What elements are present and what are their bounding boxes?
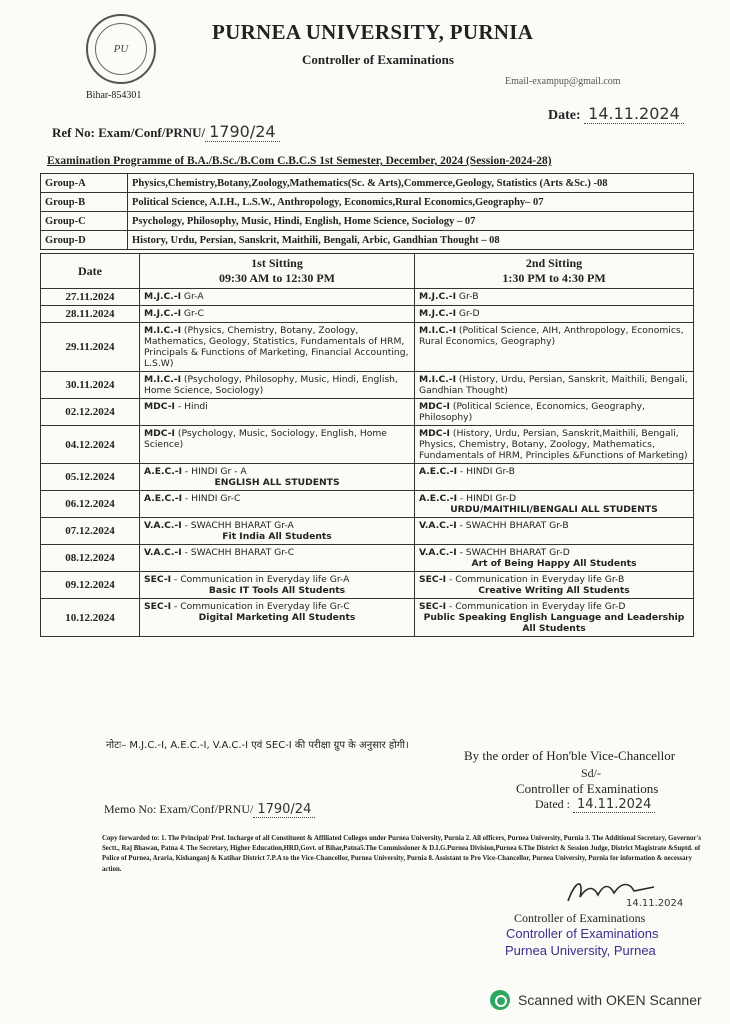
paper-subtitle: Digital Marketing All Students [198,612,356,623]
sitting2-cell [415,464,694,491]
sitting2-cell [415,323,694,372]
university-seal [86,14,156,84]
signature [564,875,684,909]
ref-value: 1790/24 [205,122,279,142]
paper-code: MDC-I [144,428,175,439]
paper-detail: - Communication in Everyday life Gr-A [171,574,350,585]
paper-detail: Gr-D [456,308,480,319]
paper-subtitle: URDU/MAITHILI/BENGALI ALL STUDENTS [450,504,658,515]
schedule-row [41,306,694,323]
exam-date: 02.12.2024 [41,399,140,426]
sitting1-cell [140,323,415,372]
group-row [41,174,694,193]
group-subjects: Political Science, A.I.H., L.S.W., Anthropology, Economics,Rural Economics,Geography– 07 [128,193,694,212]
paper-detail: - SWACHH BHARAT Gr-C [181,547,295,558]
date-label: Date: [548,108,581,123]
paper-code: M.I.C.-I [144,374,182,385]
exam-date: 06.12.2024 [41,491,140,518]
group-name: Group-C [41,212,128,231]
sitting2-cell [415,426,694,464]
sitting2-cell [415,372,694,399]
stamp-line-1: Controller of Examinations [506,926,659,941]
schedule-row [41,491,694,518]
group-row [41,193,694,212]
dated-value: 14.11.2024 [573,797,655,813]
schedule-row [41,599,694,637]
paper-code: M.I.C.-I [144,325,182,336]
group-name: Group-B [41,193,128,212]
exam-date: 07.12.2024 [41,518,140,545]
exam-date: 29.11.2024 [41,323,140,372]
controller-signatory: Controller of Examinations [514,911,646,925]
paper-detail: - SWACHH BHARAT Gr-B [456,520,569,531]
sitting2-cell [415,572,694,599]
schedule-table [40,253,694,637]
sitting1-cell [140,426,415,464]
sitting1-cell [140,306,415,323]
paper-code: V.A.C.-I [144,520,182,531]
letter-date [548,104,684,124]
groups-table [40,173,694,250]
sitting2-cell [415,289,694,306]
paper-subtitle: Art of Being Happy All Students [471,558,637,569]
exam-date: 05.12.2024 [41,464,140,491]
schedule-row [41,518,694,545]
sitting2-cell [415,545,694,572]
paper-code: MDC-I [144,401,175,412]
group-name: Group-D [41,231,128,250]
paper-detail: (Physics, Chemistry, Botany, Zoology, Mathematics, Geology, Statistics, Fundamentals of HRM, Principals & Functions of Marketing, Financial Accounting, L.S.W) [144,325,409,369]
sitting1-title: 1st Sitting [251,256,303,270]
paper-code: V.A.C.-I [419,520,457,531]
paper-detail: (Psychology, Philosophy, Music, Hindi, English, Home Science, Sociology) [144,374,398,396]
group-row [41,231,694,250]
paper-detail: - SWACHH BHARAT Gr-D [456,547,570,558]
sitting2-cell [415,518,694,545]
paper-subtitle: Creative Writing All Students [478,585,630,596]
schedule-row [41,464,694,491]
paper-code: A.E.C.-I [144,466,183,477]
paper-code: SEC-I [144,574,172,585]
sitting1-header [140,254,415,289]
schedule-header [41,254,694,289]
sitting2-title: 2nd Sitting [525,256,583,270]
sitting1-cell [140,545,415,572]
paper-detail: - Communication in Everyday life Gr-D [446,601,626,612]
reference-number [52,122,280,141]
sitting1-time: 09:30 AM to 12:30 PM [219,271,335,285]
paper-code: A.E.C.-I [419,493,458,504]
paper-code: A.E.C.-I [419,466,458,477]
group-name: Group-A [41,174,128,193]
sitting2-header [415,254,694,289]
copy-forwarded: Copy forwarded to: 1. The Principal/ Prof. Incharge of all Constituent & Affiliated Colleges under Purnea University, Purnia 2. All officers, Purnea University, Purnia 3. The Additional Secretary, Governor's Sectt., Raj Bhawan, Patna 4. The Secretary, Higher Education,HRD,Govt. of Bihar,Patna5.The Commissioner & D.I.G.Purnea Division,Purnea 6.The District & Session Judge, District Magistrate &Suptd. of Police of Purnea, Araria, Kishanganj & Katihar District 7.P.A to the Vice-Chancellor, Purnea University, Purnia 8. Assistant to Pro Vice-Chancellor, Purnea University, Purnia for information & necessary action. [102,835,701,873]
paper-code: M.I.C.-I [419,374,457,385]
exam-date: 04.12.2024 [41,426,140,464]
controller-line: Controller of Examinations [516,781,659,796]
paper-code: M.J.C.-I [419,291,457,302]
schedule-row [41,426,694,464]
pin-code: Bihar-854301 [86,90,142,101]
exam-date: 28.11.2024 [41,306,140,323]
order-line: By the order of Hon'ble Vice-Chancellor [464,748,676,763]
paper-detail: (Political Science, AIH, Anthropology, Economics, Rural Economics, Geography) [419,325,684,347]
paper-detail: - Communication in Everyday life Gr-B [446,574,625,585]
paper-code: M.I.C.-I [419,325,457,336]
sitting1-cell [140,491,415,518]
exam-date: 10.12.2024 [41,599,140,637]
sitting2-cell [415,491,694,518]
paper-subtitle: Basic IT Tools All Students [208,585,346,596]
paper-detail: (Psychology, Music, Sociology, English, Home Science) [144,428,387,450]
sitting1-cell [140,518,415,545]
paper-code: MDC-I [419,428,450,439]
sitting1-cell [140,399,415,426]
exam-date: 08.12.2024 [41,545,140,572]
scanner-watermark [490,990,702,1010]
group-subjects: Psychology, Philosophy, Music, Hindi, English, Home Science, Sociology – 07 [128,212,694,231]
sitting1-cell [140,372,415,399]
schedule-row [41,545,694,572]
sitting2-time: 1:30 PM to 4:30 PM [502,271,606,285]
schedule-row [41,323,694,372]
sitting1-cell [140,289,415,306]
group-row [41,212,694,231]
paper-detail: (History, Urdu, Persian, Sanskrit,Maithili, Bengali, Physics, Chemistry, Botany, Zoology, Mathematics, Fundamentals of HRM, Principles &Functions of Marketing) [419,428,688,461]
paper-code: M.J.C.-I [144,291,182,302]
schedule-row [41,372,694,399]
paper-code: MDC-I [419,401,450,412]
memo-value: 1790/24 [253,802,315,818]
sitting2-cell [415,306,694,323]
email: Email-exampup@gmail.com [505,76,621,87]
group-subjects: History, Urdu, Persian, Sanskrit, Maithili, Bengali, Arbic, Gandhian Thought – 08 [128,231,694,250]
paper-code: SEC-I [419,574,447,585]
scanner-label: Scanned with OKEN Scanner [518,992,702,1008]
paper-detail: - HINDI Gr-C [182,493,241,504]
sitting1-cell [140,572,415,599]
sd-line: Sd/- [581,766,602,780]
paper-detail: (History, Urdu, Persian, Sanskrit, Maithili, Bengali, Gandhian Thought) [419,374,688,396]
paper-code: SEC-I [144,601,172,612]
schedule-row [41,289,694,306]
paper-detail: - SWACHH BHARAT Gr-A [181,520,294,531]
stamp-line-2: Purnea University, Purnea [505,943,656,958]
ref-label: Ref No: Exam/Conf/PRNU/ [52,125,206,140]
date-value: 14.11.2024 [584,104,684,124]
paper-detail: Gr-B [456,291,479,302]
sitting2-cell [415,599,694,637]
group-subjects: Physics,Chemistry,Botany,Zoology,Mathematics(Sc. & Arts),Commerce,Geology, Statistics (Arts &Sc.) -08 [128,174,694,193]
paper-subtitle: Public Speaking English Language and Leadership All Students [423,612,685,634]
schedule-row [41,572,694,599]
paper-code: V.A.C.-I [144,547,182,558]
paper-detail: - Communication in Everyday life Gr-C [171,601,350,612]
paper-detail: - Hindi [174,401,208,412]
dated-line [535,797,655,812]
memo-label: Memo No: Exam/Conf/PRNU/ [104,802,254,816]
scanner-logo-icon [490,990,510,1010]
sitting1-cell [140,599,415,637]
paper-subtitle: ENGLISH ALL STUDENTS [214,477,340,488]
paper-code: A.E.C.-I [144,493,183,504]
paper-detail: - HINDI Gr - A [182,466,247,477]
dated-label: Dated : [535,797,570,811]
office-name: Controller of Examinations [302,52,454,67]
paper-detail: (Political Science, Economics, Geography, Philosophy) [419,401,645,423]
paper-code: SEC-I [419,601,447,612]
university-name: PURNEA UNIVERSITY, PURNIA [212,20,534,44]
exam-date: 27.11.2024 [41,289,140,306]
paper-detail: - HINDI Gr-B [457,466,515,477]
note: नोटः– M.J.C.-I, A.E.C.-I, V.A.C.-I एवं SEC-I की परीक्षा ग्रुप के अनुसार होगी। [106,740,409,751]
paper-detail: Gr-C [181,308,204,319]
paper-code: V.A.C.-I [419,547,457,558]
programme-title: Examination Programme of B.A./B.Sc./B.Com C.B.C.S 1st Semester, December, 2024 (Session-2024-28) [47,155,552,167]
paper-code: M.J.C.-I [144,308,182,319]
exam-date: 09.12.2024 [41,572,140,599]
paper-detail: Gr-A [181,291,204,302]
exam-date: 30.11.2024 [41,372,140,399]
paper-detail: - HINDI Gr-D [457,493,517,504]
sitting2-cell [415,399,694,426]
seal-inner: PU [95,23,147,75]
paper-subtitle: Fit India All Students [222,531,332,542]
schedule-row [41,399,694,426]
paper-code: M.J.C.-I [419,308,457,319]
date-header: Date [41,254,140,289]
sitting1-cell [140,464,415,491]
signature-date: 14.11.2024 [626,898,684,909]
memo-number [104,802,315,817]
